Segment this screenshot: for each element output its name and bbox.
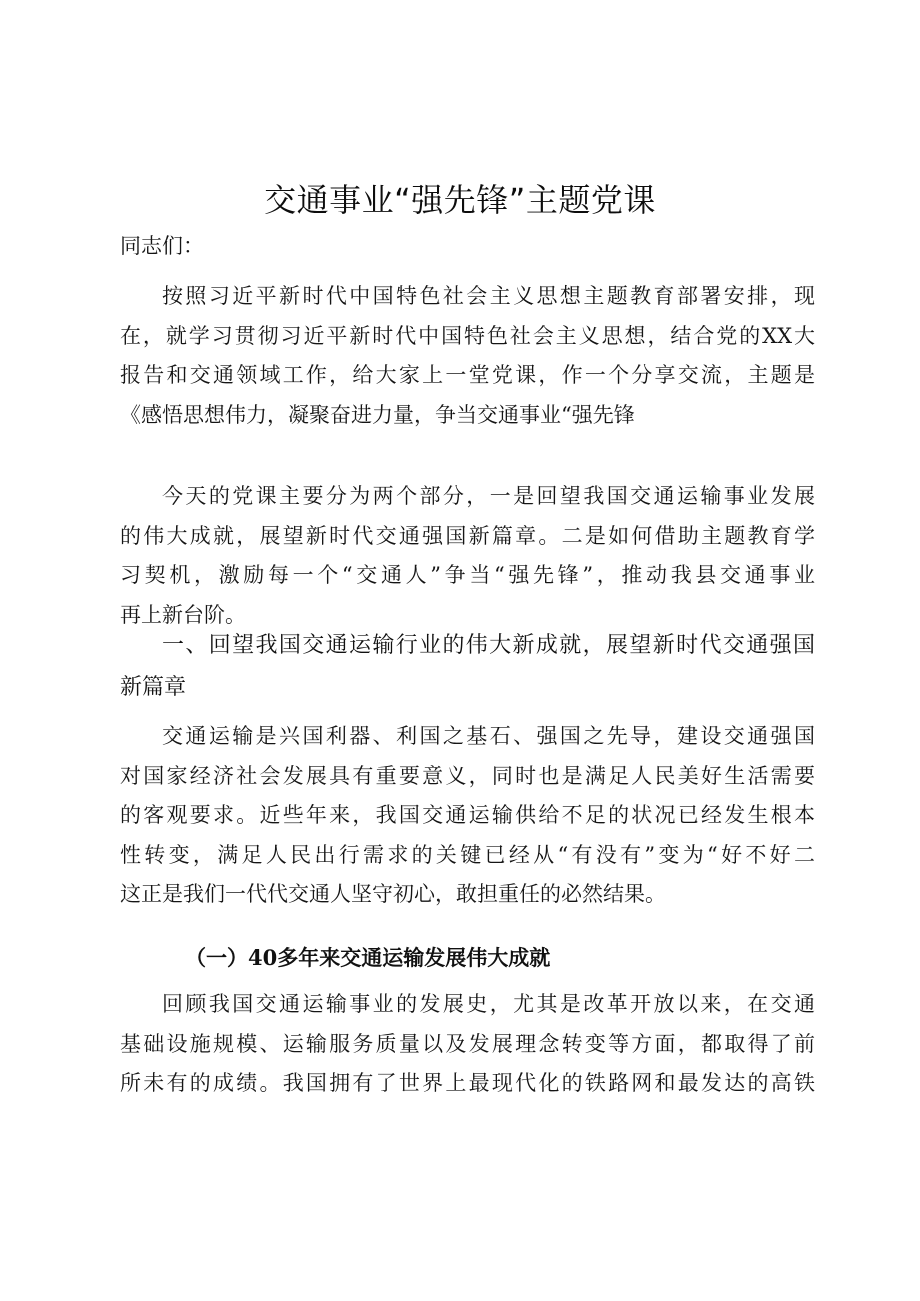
subsection-heading-1: （一）40多年来交通运输发展伟大成就 [185, 945, 551, 970]
paragraph-line: 《感悟思想伟力，凝聚奋进力量，争当交通事业“强先锋 [120, 402, 635, 427]
paragraph-line: 基础设施规模、运输服务质量以及发展理念转变等方面，都取得了前 [120, 1031, 815, 1056]
paragraph-line: 这正是我们一代代交通人坚守初心，敢担重任的必然结果。 [120, 882, 666, 906]
paragraph-line: 的伟大成就，展望新时代交通强国新篇章。二是如何借助主题教育学 [120, 523, 815, 548]
heading-line: 一、回望我国交通运输行业的伟大新成就，展望新时代交通强国 [162, 633, 815, 658]
paragraph-line: 性转变，满足人民出行需求的关键已经从“有没有”变为“好不好二 [120, 842, 815, 867]
paragraph-line: 的客观要求。近些年来，我国交通运输供给不足的状况已经发生根本 [120, 803, 815, 827]
greeting: 同志们： [120, 234, 204, 258]
paragraph-2 [120, 477, 815, 635]
section-heading-1 [120, 625, 815, 709]
paragraph-line: 再上新台阶。 [120, 602, 246, 627]
paragraph-4 [120, 985, 815, 1104]
paragraph-line: 交通运输是兴国利器、利国之基石、强国之先导，建设交通强国 [162, 724, 815, 748]
paragraph-line: 今天的党课主要分为两个部分，一是回望我国交通运输事业发展 [162, 484, 815, 508]
document-title: 交通事业“强先锋”主题党课 [264, 181, 656, 219]
heading-line: 新篇章 [120, 675, 187, 700]
paragraph-line: 对国家经济社会发展具有重要意义，同时也是满足人民美好生活需要 [120, 763, 815, 788]
paragraph-1 [120, 277, 815, 435]
paragraph-line: 所未有的成绩。我国拥有了世界上最现代化的铁路网和最发达的高铁 [120, 1071, 815, 1095]
paragraph-line: 按照习近平新时代中国特色社会主义思想主题教育部署安排，现 [162, 284, 815, 308]
paragraph-line: 回顾我国交通运输事业的发展史，尤其是改革开放以来，在交通 [162, 992, 815, 1016]
paragraph-line: 在，就学习贯彻习近平新时代中国特色社会主义思想，结合党的XX大 [120, 323, 815, 348]
paragraph-line: 习契机，激励每一个“交通人”争当“强先锋”，推动我县交通事业 [120, 563, 815, 587]
paragraph-3 [120, 717, 815, 915]
paragraph-line: 报告和交通领域工作，给大家上一堂党课，作一个分享交流，主题是 [120, 363, 815, 387]
